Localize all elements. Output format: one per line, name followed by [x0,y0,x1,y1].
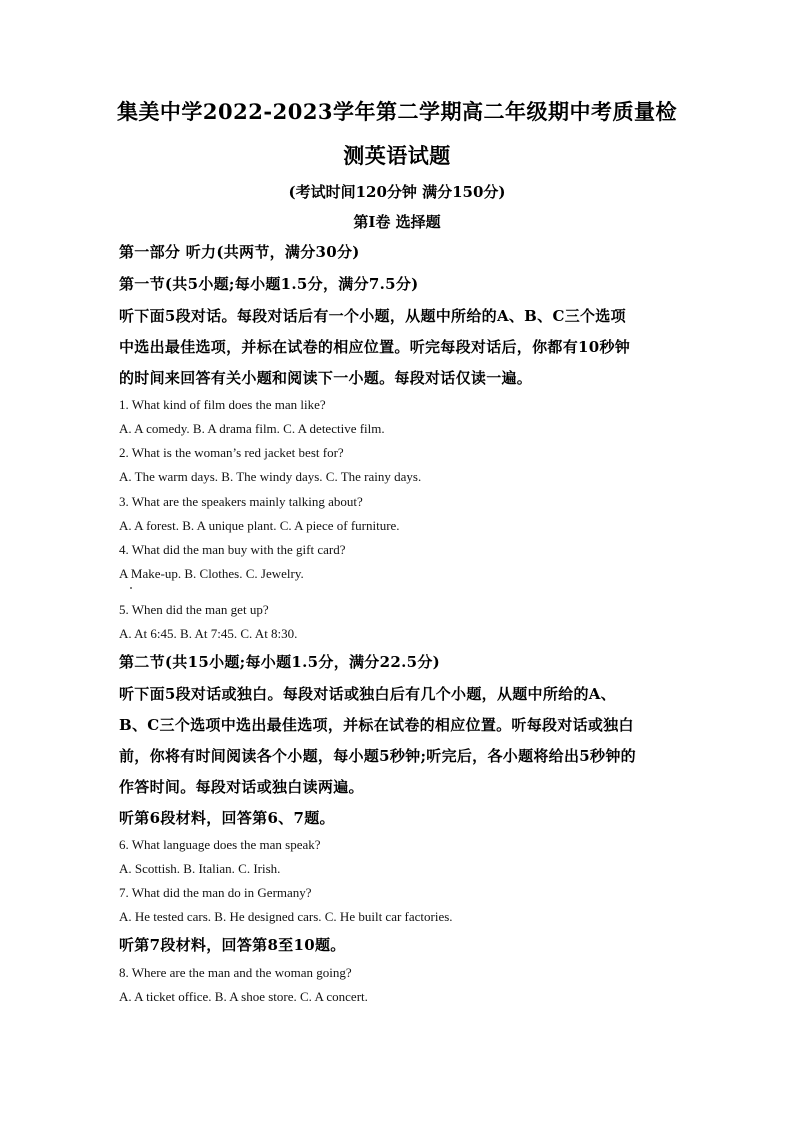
material-7-heading: 听第7段材料，回答第8至10题。 [119,936,346,954]
question-7: 7. What did the man do in Germany? [119,885,312,900]
section2-instruction-1: 听下面5段对话或独白。每段对话或独白后有几个小题，从题中所给的A、 [119,685,616,703]
section1-heading: 第一节(共5小题;每小题1.5分，满分7.5分) [119,275,419,293]
question-8: 8. Where are the man and the woman going? [119,965,352,980]
question-2: 2. What is the woman’s red jacket best for? [119,445,344,460]
question-4-options: A Make-up. B. Clothes. C. Jewelry. [119,566,304,581]
question-3: 3. What are the speakers mainly talking about? [119,494,363,509]
question-3-options: A. A forest. B. A unique plant. C. A piece of furniture. [119,518,400,533]
section2-instruction-4: 作答时间。每段对话或独白读两遍。 [119,778,364,796]
question-5: 5. When did the man get up? [119,602,269,617]
question-1: 1. What kind of film does the man like? [119,397,326,412]
question-4: 4. What did the man buy with the gift card? [119,542,346,557]
section2-instruction-3: 前，你将有时间阅读各个小题，每小题5秒钟;听完后，各小题将给出5秒钟的 [119,747,636,765]
volume-heading: 第I卷 选择题 [353,213,441,231]
question-6: 6. What language does the man speak? [119,837,321,852]
section1-instruction-3: 的时间来回答有关小题和阅读下一小题。每段对话仅读一遍。 [119,369,533,387]
question-7-options: A. He tested cars. B. He designed cars. C. He built car factories. [119,909,453,924]
question-6-options: A. Scottish. B. Italian. C. Irish. [119,861,281,876]
stray-dot [130,587,132,589]
material-6-heading: 听第6段材料，回答第6、7题。 [119,809,335,827]
exam-title-line2: 测英语试题 [343,143,451,168]
question-5-options: A. At 6:45. B. At 7:45. C. At 8:30. [119,626,298,641]
question-1-options: A. A comedy. B. A drama film. C. A detective film. [119,421,385,436]
section2-instruction-2: B、C三个选项中选出最佳选项，并标在试卷的相应位置。听每段对话或独白 [119,716,634,734]
question-8-options: A. A ticket office. B. A shoe store. C. A concert. [119,989,368,1004]
question-2-options: A. The warm days. B. The windy days. C. The rainy days. [119,469,422,484]
section2-heading: 第二节(共15小题;每小题1.5分，满分22.5分) [119,653,441,671]
exam-title-line1: 集美中学2022-2023学年第二学期高二年级期中考质量检 [116,99,678,124]
exam-info: (考试时间120分钟 满分150分) [288,183,506,201]
section1-instruction-1: 听下面5段对话。每段对话后有一个小题，从题中所给的A、B、C三个选项 [119,307,626,325]
section1-instruction-2: 中选出最佳选项，并标在试卷的相应位置。听完每段对话后，你都有10秒钟 [119,338,631,356]
part1-heading: 第一部分 听力(共两节，满分30分) [119,243,360,261]
